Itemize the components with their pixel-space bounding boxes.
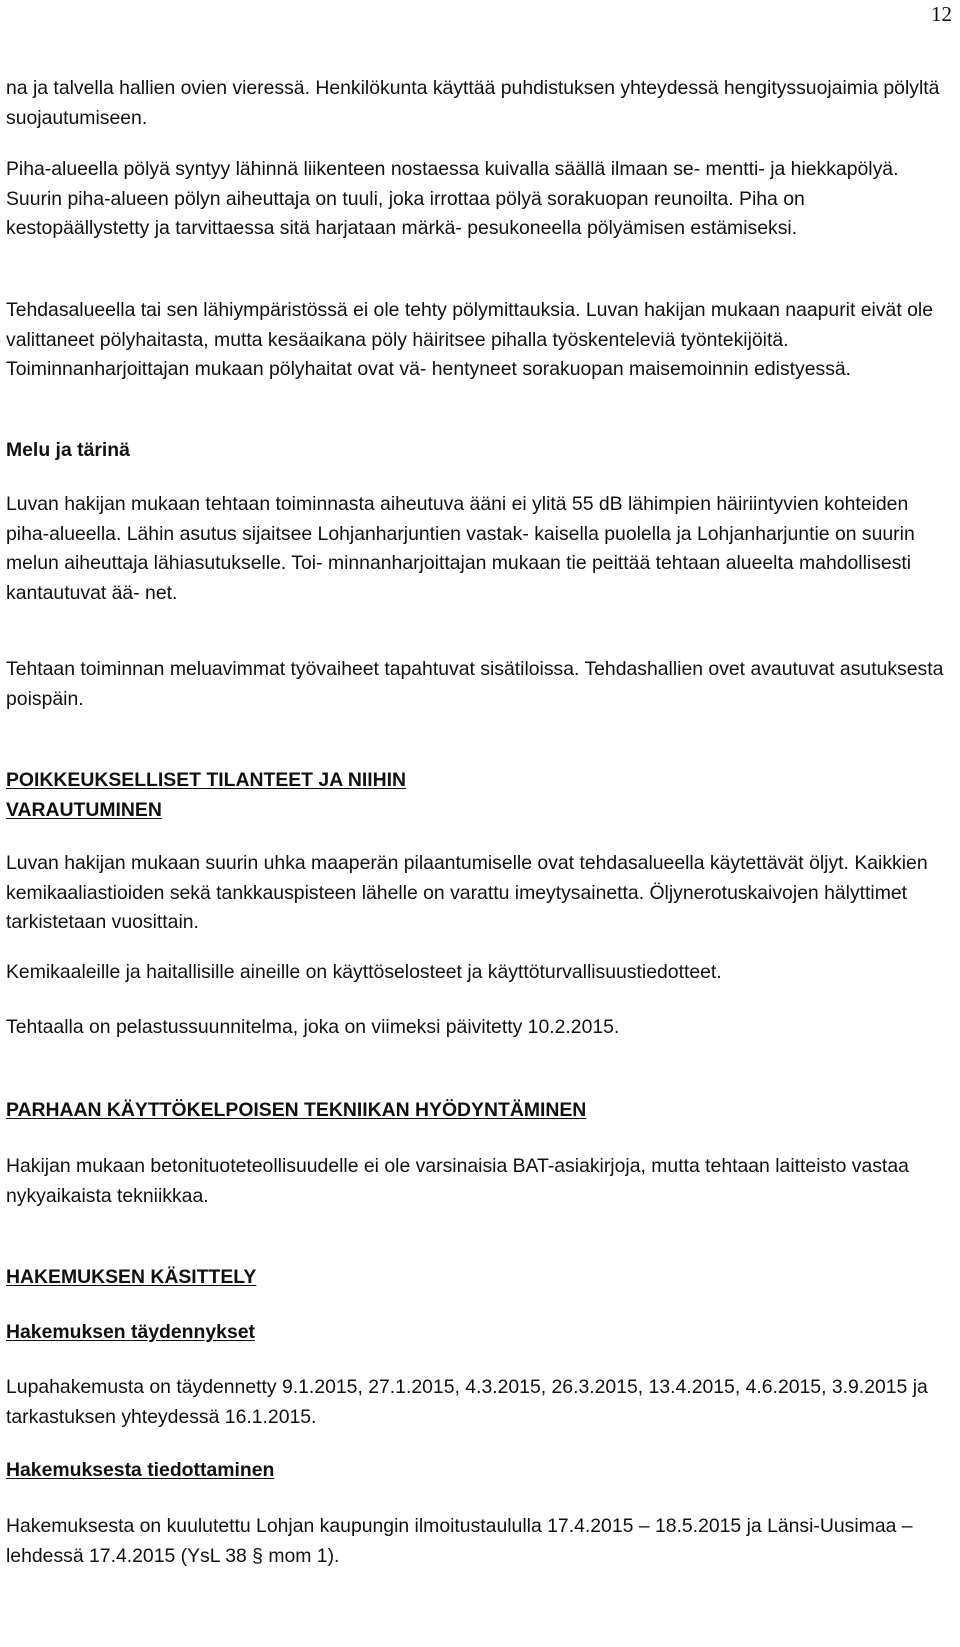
paragraph-notice-details: Hakemuksesta on kuulutettu Lohjan kaupungin ilmoitustaululla 17.4.2015 – 18.5.2015 ja Länsi-Uusimaa – lehdessä 17.4.2015 (YsL 38 § mom 1). <box>6 1515 913 1567</box>
paragraph-dust-measurements: Tehdasalueella tai sen lähiympäristössä ei ole tehty pölymittauksia. Luvan hakijan mukaan naapurit eivät ole valittaneet pölyhaitasta, mutta kesäaikana pöly häiritsee pihalla työskenteleviä työntekijöitä. Toiminnanharjoittajan mukaan pölyhaitat ovat vä- hentyneet sorakuopan maisemoinnin edistyessä. <box>6 299 933 381</box>
subheading-application-notice: Hakemuksesta tiedottaminen <box>6 1459 275 1481</box>
subheading-application-supplements: Hakemuksen täydennykset <box>6 1321 255 1343</box>
subheading-noise: Melu ja tärinä <box>6 439 130 461</box>
page-number: 12 <box>931 2 952 26</box>
heading-exceptional-situations: POIKKEUKSELLISET TILANTEET JA NIIHIN VARAUTUMINEN <box>6 769 407 821</box>
paragraph-bat-documents: Hakijan mukaan betonituoteteollisuudelle ei ole varsinaisia BAT-asiakirjoja, mutta tehtaan laitteisto vastaa nykyaikaista tekniikkaa. <box>6 1155 909 1207</box>
paragraph-rescue-plan: Tehtaalla on pelastussuunnitelma, joka on viimeksi päivitetty 10.2.2015. <box>6 1016 620 1038</box>
paragraph-noise-work-phases: Tehtaan toiminnan meluavimmat työvaiheet tapahtuvat sisätiloissa. Tehdashallien ovet avautuvat asutuksesta poispäin. <box>6 658 944 710</box>
paragraph-noise-level: Luvan hakijan mukaan tehtaan toiminnasta aiheutuva ääni ei ylitä 55 dB lähimpien häiriintyvien kohteiden piha-alueella. Lähin asutus sijaitsee Lohjanharjuntien vastak- kaisella puolella ja Lohjanharjuntie on suurin melun aiheuttaja lähiasutukselle. Toi- minnanharjoittajan mukaan tie peittää tehtaan alueelta mahdollisesti kantautuvat ää- net. <box>6 493 915 604</box>
paragraph-dust-yard: Piha-alueella pölyä syntyy lähinnä liikenteen nostaessa kuivalla säällä ilmaan se- mentti- ja hiekkapölyä. Suurin piha-alueen pölyn aiheuttaja on tuuli, joka irrottaa pölyä sorakuopan reunoilta. Piha on kestopäällystetty ja tarvittaessa sitä harjataan märkä- pesukoneella pölyämisen estämiseksi. <box>6 158 899 240</box>
heading-application-processing: HAKEMUKSEN KÄSITTELY <box>6 1266 257 1288</box>
paragraph-dust-indoor: na ja talvella hallien ovien vieressä. Henkilökunta käyttää puhdistuksen yhteydessä hengityssuojaimia pölyltä suojautumiseen. <box>6 77 940 129</box>
paragraph-supplement-dates: Lupahakemusta on täydennetty 9.1.2015, 27.1.2015, 4.3.2015, 26.3.2015, 13.4.2015, 4.6.2015, 3.9.2015 ja tarkastuksen yhteydessä 16.1.2015. <box>6 1376 928 1428</box>
paragraph-chemical-sheets: Kemikaaleille ja haitallisille aineille on käyttöselosteet ja käyttöturvallisuustiedotteet. <box>6 961 722 983</box>
paragraph-soil-contamination: Luvan hakijan mukaan suurin uhka maaperän pilaantumiselle ovat tehdasalueella käytettävät öljyt. Kaikkien kemikaaliastioiden sekä tankkauspisteen lähelle on varattu imeytysainetta. Öljynerotuskaivojen hälyttimet tarkistetaan vuosittain. <box>6 852 928 934</box>
heading-best-available-technique: PARHAAN KÄYTTÖKELPOISEN TEKNIIKAN HYÖDYNTÄMINEN <box>6 1099 587 1121</box>
